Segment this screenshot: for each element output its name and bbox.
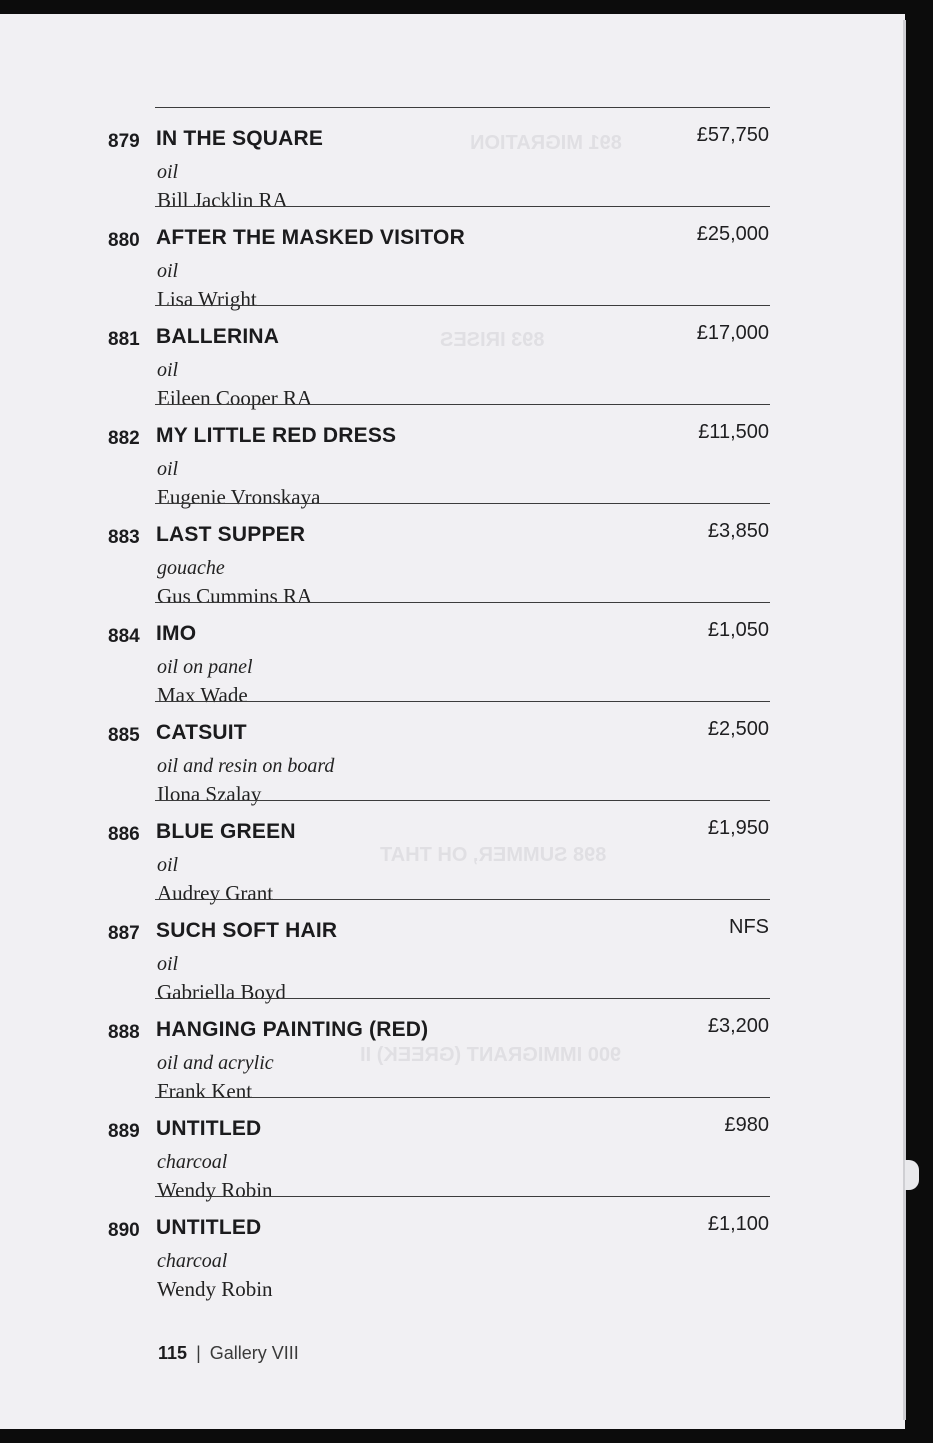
entry-divider [155,602,770,603]
entry-number: 890 [108,1220,140,1241]
entry-artist: Wendy Robin [157,1277,273,1301]
entry-divider [155,899,770,900]
entry-artist: Eugenie Vronskaya [157,485,321,509]
entry-artist: Bill Jacklin RA [157,188,288,212]
entry-price: £3,850 [707,520,769,542]
entry-artist: Eileen Cooper RA [157,386,313,410]
entry-title: LAST SUPPER [156,523,306,546]
entry-price: £57,750 [696,124,769,146]
entry-divider [155,404,770,405]
entry-title: AFTER THE MASKED VISITOR [156,226,465,249]
entry-number: 888 [108,1022,140,1043]
catalogue-page [0,14,905,1429]
page-number: 115 [158,1343,188,1363]
entry-price: £1,100 [707,1213,769,1235]
entry-artist: Wendy Robin [157,1178,273,1202]
entry-title: SUCH SOFT HAIR [156,919,338,942]
entry-medium: oil and acrylic [157,1052,274,1074]
entry-divider [155,305,770,306]
show-through-text: 891 MIGRATION [470,132,622,154]
entry-number: 884 [108,626,140,647]
show-through-text: 900 IMMIGRANT (GREEK) II [360,1044,622,1066]
entry-number: 883 [108,527,140,548]
entry-number: 881 [108,329,140,350]
entry-artist: Frank Kent [157,1079,253,1103]
catalogue-entry [0,102,905,212]
entry-number: 880 [108,230,140,251]
entry-divider [155,107,770,108]
catalogue-entry [0,201,905,311]
page-edge [903,20,906,1420]
entry-title: UNTITLED [156,1117,262,1140]
entry-title: CATSUIT [156,721,247,744]
catalogue-entry [0,696,905,806]
entry-artist: Audrey Grant [157,881,274,905]
entry-price: NFS [729,916,769,938]
entry-number: 886 [108,824,140,845]
entry-artist: Ilona Szalay [157,782,262,806]
entry-medium: oil and resin on board [157,755,335,777]
entry-number: 887 [108,923,140,944]
entry-price: £3,200 [707,1015,769,1037]
entry-medium: gouache [157,557,225,579]
entry-medium: oil [157,458,179,480]
show-through-text: 893 IRISES [440,329,545,351]
entry-number: 879 [108,131,140,152]
entry-price: £1,950 [707,817,769,839]
entry-artist: Max Wade [157,683,248,707]
page-curl [905,1160,919,1190]
entry-artist: Gus Cummins RA [157,584,313,608]
catalogue-entry [0,1191,905,1301]
catalogue-list [0,102,905,1301]
entry-medium: charcoal [157,1151,228,1173]
page-footer [158,1343,299,1364]
show-through-text: 898 SUMMER, OH THAT [380,844,607,866]
entry-divider [155,800,770,801]
entry-artist: Lisa Wright [157,287,257,311]
entry-medium: oil [157,854,179,876]
entry-divider [155,701,770,702]
entry-medium: charcoal [157,1250,228,1272]
entry-price: £17,000 [696,322,769,344]
entry-price: £25,000 [696,223,769,245]
footer-separator: | [196,1343,201,1363]
catalogue-entry [0,597,905,707]
entry-divider [155,998,770,999]
entry-medium: oil [157,260,179,282]
gallery-section: Gallery VIII [209,1343,299,1363]
catalogue-entry [0,1092,905,1202]
entry-medium: oil [157,161,179,183]
entry-divider [155,1097,770,1098]
entry-divider [155,1196,770,1197]
catalogue-entry [0,795,905,905]
catalogue-entry [0,300,905,410]
entry-number: 889 [108,1121,140,1142]
entry-title: BLUE GREEN [156,820,296,843]
catalogue-entry [0,498,905,608]
entry-divider [155,503,770,504]
catalogue-entry [0,993,905,1103]
entry-price: £2,500 [707,718,769,740]
catalogue-entry [0,894,905,1004]
entry-medium: oil [157,953,179,975]
entry-artist: Gabriella Boyd [157,980,286,1004]
entry-medium: oil [157,359,179,381]
entry-medium: oil on panel [157,656,253,678]
entry-title: IMO [156,622,197,645]
entry-title: IN THE SQUARE [156,127,324,150]
entry-price: £11,500 [698,421,769,443]
entry-price: £980 [724,1114,769,1136]
entry-price: £1,050 [707,619,769,641]
entry-number: 882 [108,428,140,449]
entry-title: HANGING PAINTING (RED) [156,1018,429,1041]
entry-title: MY LITTLE RED DRESS [156,424,397,447]
catalogue-entry [0,399,905,509]
entry-title: UNTITLED [156,1216,262,1239]
entry-title: BALLERINA [156,325,280,348]
entry-divider [155,206,770,207]
entry-number: 885 [108,725,140,746]
